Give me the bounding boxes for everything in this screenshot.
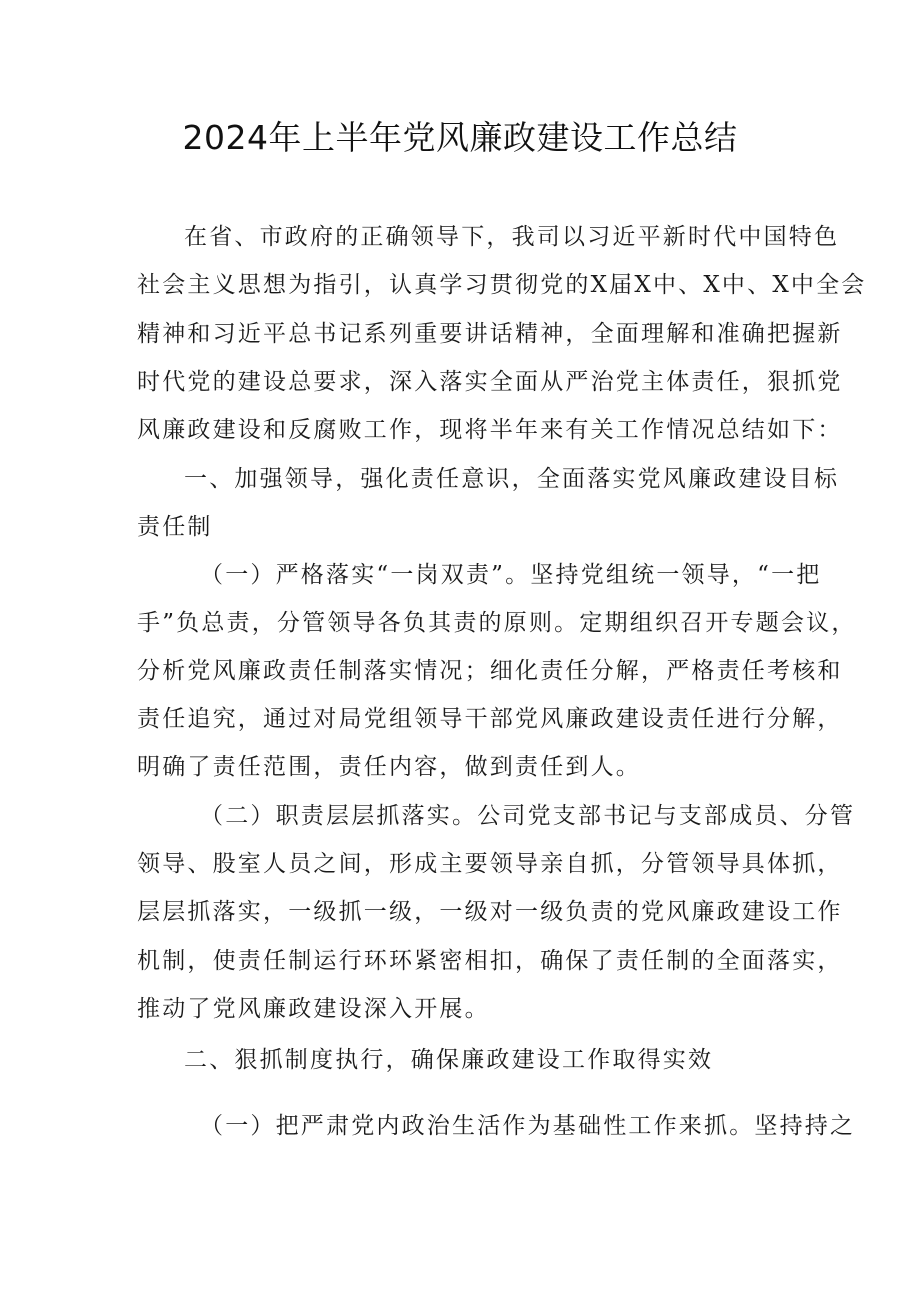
paragraph-line: 手”负总责，分管领导各负其责的原则。定期组织召开专题会议， [137, 610, 857, 636]
paragraph-line: 时代党的建设总要求，深入落实全面从严治党主体责任，狠抓党 [137, 369, 843, 395]
paragraph-line: 明确了责任范围，责任内容，做到责任到人。 [137, 754, 641, 780]
paragraph-line: 机制，使责任制运行环环紧密相扣，确保了责任制的全面落实， [137, 948, 843, 974]
paragraph-line: 风廉政建设和反腐败工作，现将半年来有关工作情况总结如下： [137, 417, 843, 443]
section-heading-line: 责任制 [137, 514, 213, 540]
paragraph-line: 责任追究，通过对局党组领导干部党风廉政建设责任进行分解， [137, 706, 843, 732]
paragraph-line: 分析党风廉政责任制落实情况；细化责任分解，严格责任考核和 [137, 658, 843, 684]
paragraph-line: 层层抓落实，一级抓一级，一级对一级负责的党风廉政建设工作 [137, 899, 843, 925]
paragraph-line: 在省、市政府的正确领导下，我司以习近平新时代中国特色 [184, 224, 840, 250]
document-title: 2024年上半年党风廉政建设工作总结 [182, 118, 738, 157]
section-heading-line: 一、加强领导，强化责任意识，全面落实党风廉政建设目标 [184, 466, 840, 492]
section-heading-line: 二、狠抓制度执行，确保廉政建设工作取得实效 [184, 1047, 714, 1073]
paragraph-line: 领导、股室人员之间，形成主要领导亲自抓，分管领导具体抓， [137, 851, 843, 877]
paragraph-line: 社会主义思想为指引，认真学习贯彻党的X届X中、X中、X中全会 [137, 272, 867, 298]
paragraph-line: 推动了党风廉政建设深入开展。 [137, 996, 490, 1022]
paragraph-line: （一）把严肃党内政治生活作为基础性工作来抓。坚持持之 [200, 1113, 856, 1139]
paragraph-line: （二）职责层层抓落实。公司党支部书记与支部成员、分管 [200, 803, 856, 829]
paragraph-line: 精神和习近平总书记系列重要讲话精神，全面理解和准确把握新 [137, 321, 843, 347]
paragraph-line: （一）严格落实“一岗双责”。坚持党组统一领导，“一把 [200, 562, 822, 588]
